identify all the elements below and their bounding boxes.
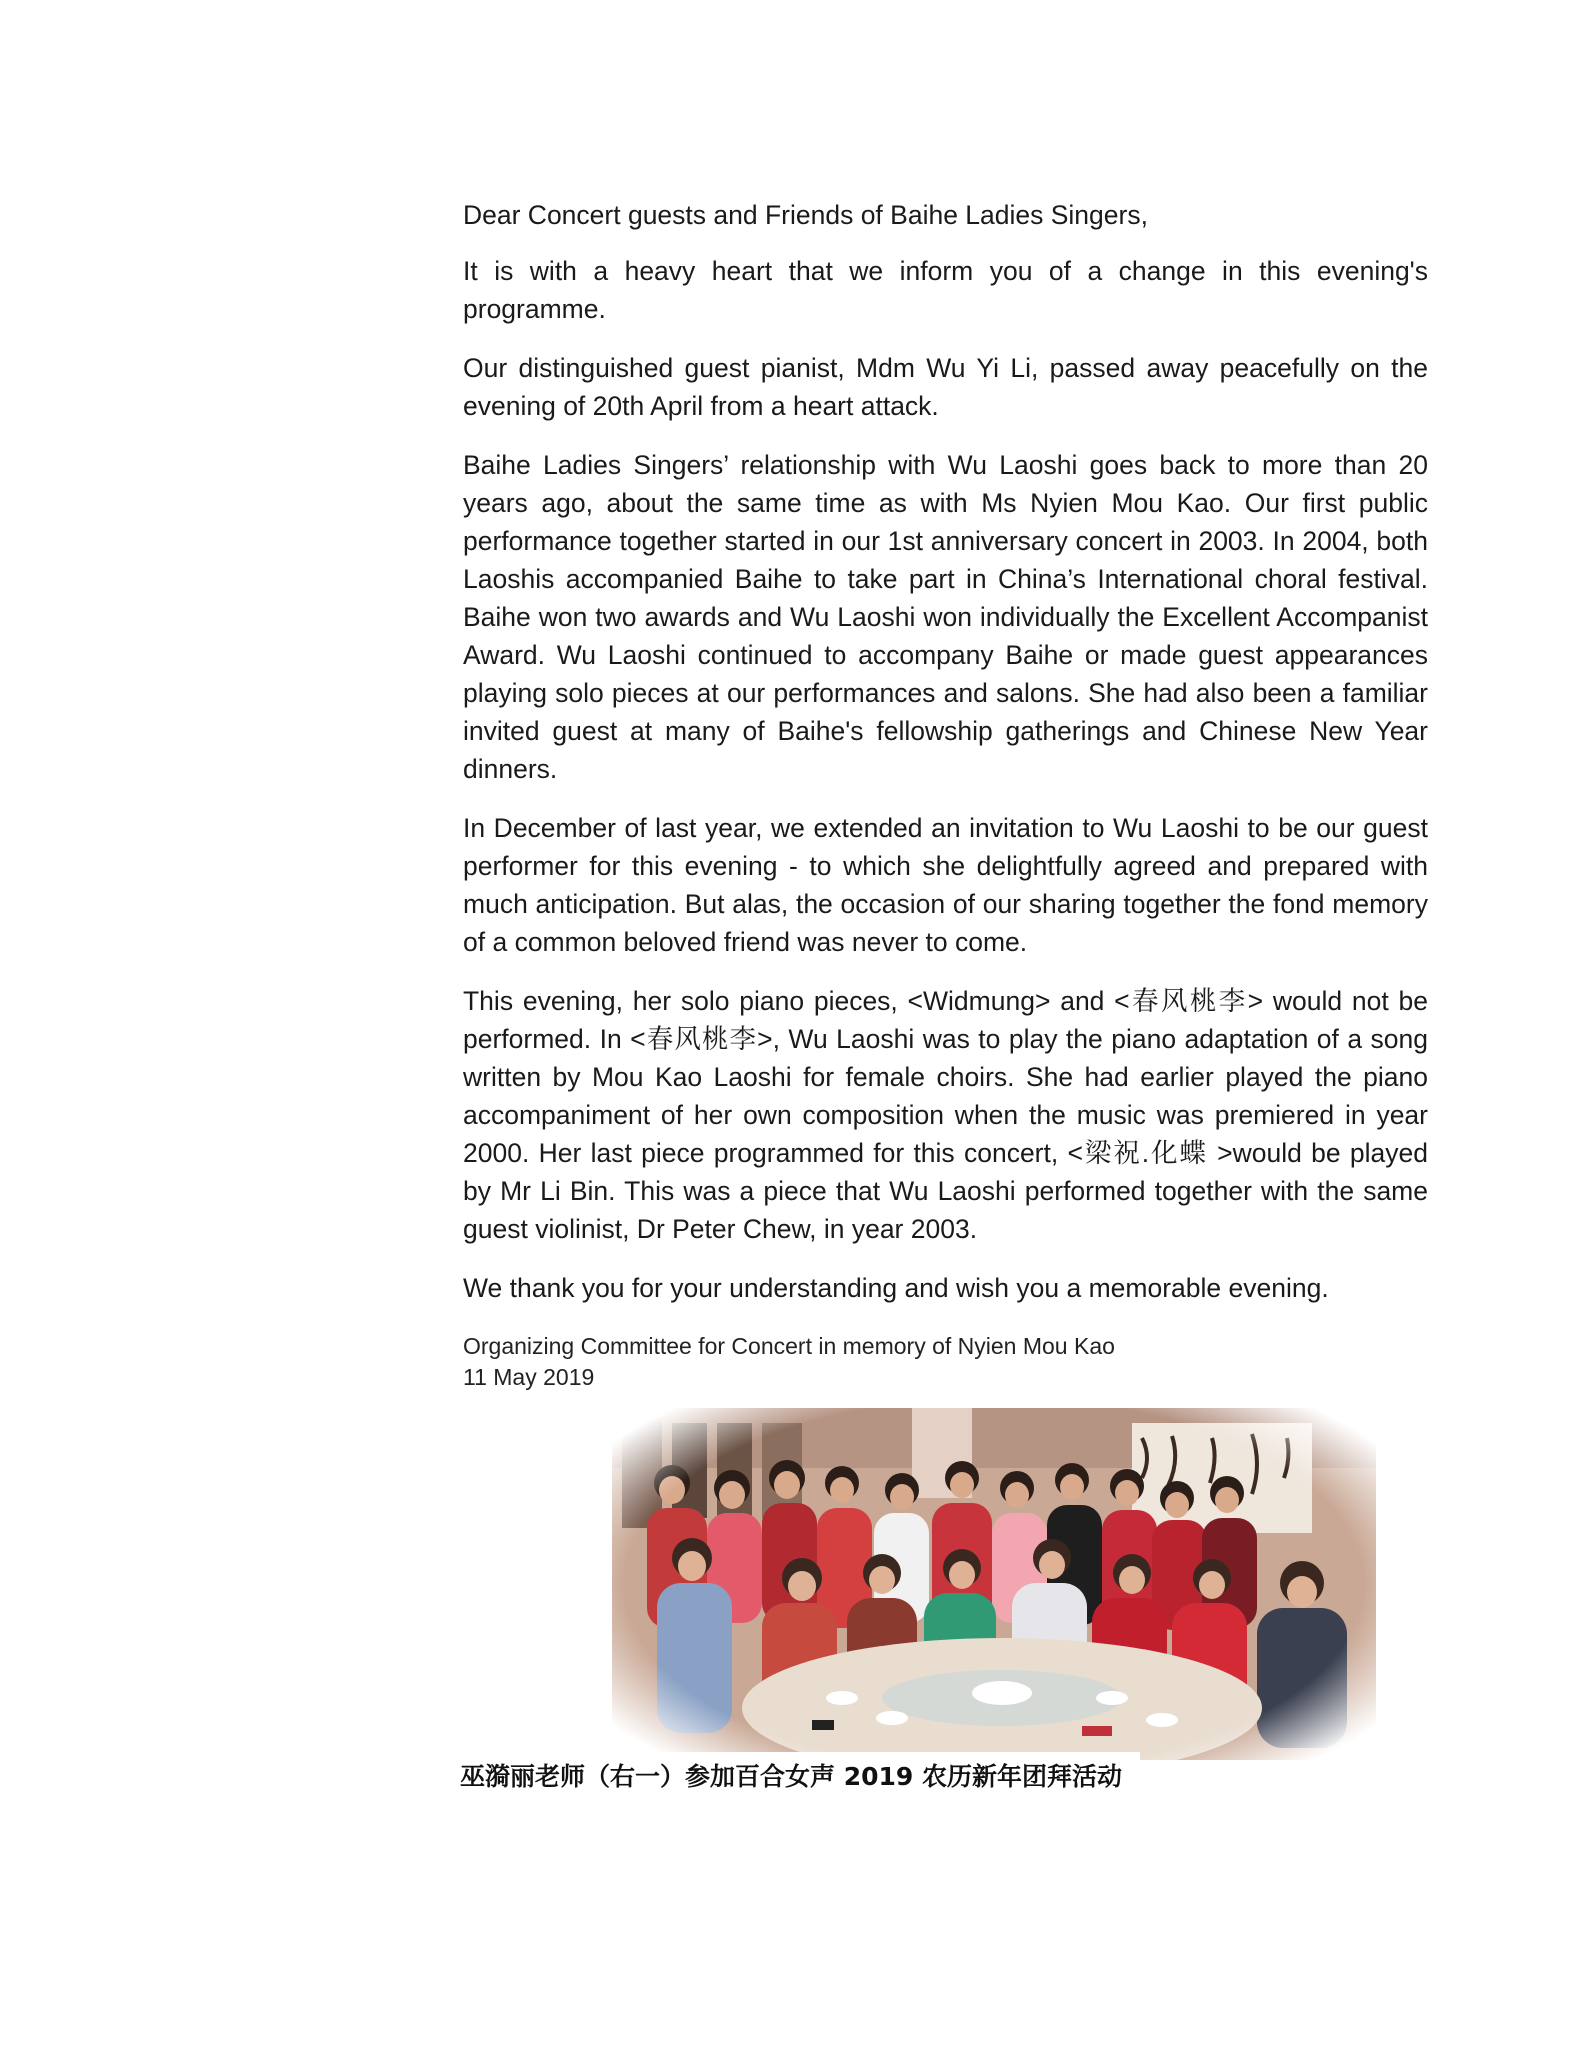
letter-greeting: Dear Concert guests and Friends of Baihe Ladies Singers, (463, 200, 1148, 230)
paragraph-relationship-history: Baihe Ladies Singers’ relationship with Wu Laoshi goes back to more than 20 years ago, about the same time as with Ms Nyien Mou Kao. Our first public performance together started in our 1st anniversary concert in 2003. In 2004, both Laoshis accompanied Baihe to take part in China’s International choral festival. Baihe won two awards and Wu Laoshi won individually the Excellent Accompanist Award. Wu Laoshi continued to accompany Baihe or made guest appearances playing solo pieces at our performances and salons. She had also been a familiar invited guest at many of Baihe's fellowship gatherings and Chinese New Year dinners. (463, 450, 1428, 784)
paragraph-programme-change: It is with a heavy heart that we inform you of a change in this evening's programme. (463, 256, 1428, 324)
signature-block (463, 1331, 1115, 1393)
paragraph-programme-details: This evening, her solo piano pieces, <Widmung> and <春风桃李> would not be performed. In <春风桃李>, Wu Laoshi was to play the piano adaptation of a song written by Mou Kao Laoshi for female choirs. She had earlier played the piano accompaniment of her own composition when the music was premiered in year 2000. Her last piece programmed for this concert, <梁祝.化蝶 >would be played by Mr Li Bin. This was a piece that Wu Laoshi performed together with the same guest violinist, Dr Peter Chew, in year 2003. (463, 986, 1428, 1244)
group-photo (612, 1408, 1376, 1760)
letter-body (463, 196, 1428, 1307)
paragraph-passing-notice: Our distinguished guest pianist, Mdm Wu Yi Li, passed away peacefully on the evening of 20th April from a heart attack. (463, 353, 1428, 421)
group-photo-illustration (612, 1408, 1376, 1760)
signature-organization: Organizing Committee for Concert in memory of Nyien Mou Kao (463, 1333, 1115, 1359)
letter-closing: We thank you for your understanding and wish you a memorable evening. (463, 1273, 1329, 1303)
photo-caption: 巫漪丽老师（右一）参加百合女声 2019 农历新年团拜活动 (456, 1752, 1140, 1802)
paragraph-invitation: In December of last year, we extended an invitation to Wu Laoshi to be our guest performer for this evening - to which she delightfully agreed and prepared with much anticipation. But alas, the occasion of our sharing together the fond memory of a common beloved friend was never to come. (463, 813, 1428, 957)
signature-date: 11 May 2019 (463, 1364, 595, 1390)
